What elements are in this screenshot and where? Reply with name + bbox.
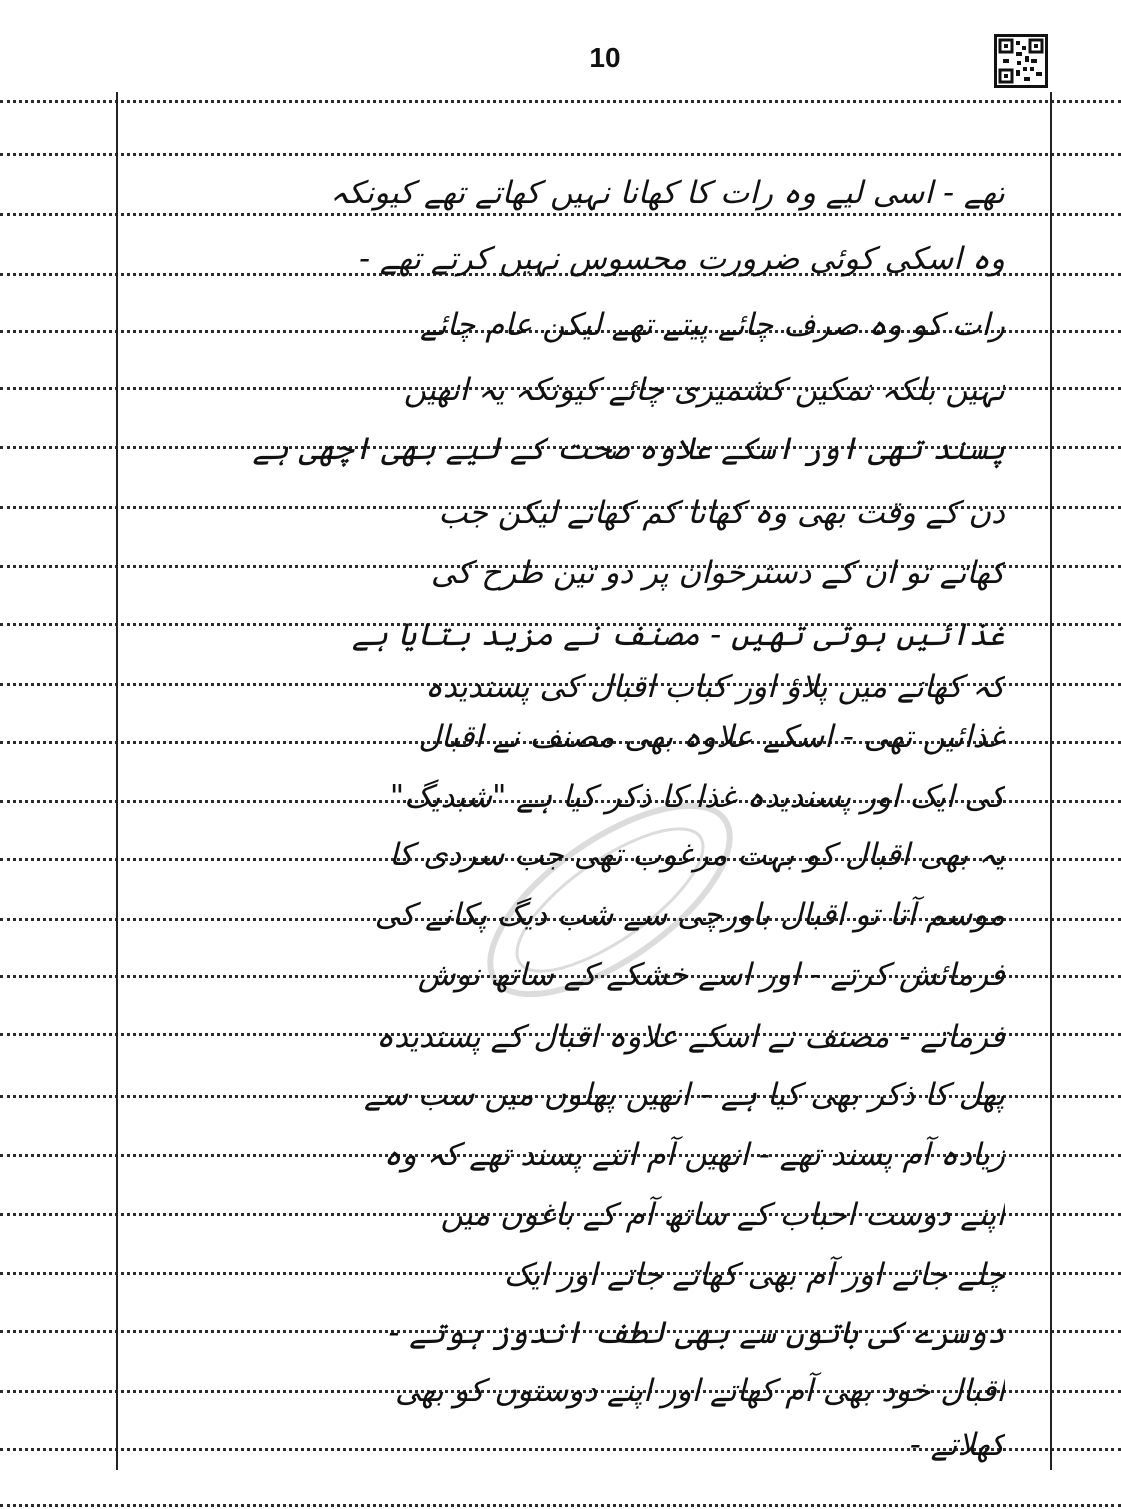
text-line: رات کو وہ صرف چائے پیتے تھے لیکن عام چائے xyxy=(420,307,1005,343)
text-line: فرماتے - مصنف نے اسکے علاوہ اقبال کے پسندیدہ xyxy=(375,1019,1005,1055)
text-line: دوسرے کی باتوں سے بھی لطف اندوز ہوتے - xyxy=(388,1315,1005,1351)
page-number: 10 xyxy=(589,42,621,73)
left-margin-line xyxy=(116,92,118,1470)
text-line: وہ اسکی کوئی ضرورت محسوس نہیں کرتے تھے - xyxy=(358,241,1005,277)
text-line: زیادہ آم پسند تھے - انھیں آم اتنے پسند تھے کہ وہ xyxy=(383,1137,1005,1173)
text-line: تھے - اسی لیے وہ رات کا کھانا نہیں کھاتے تھے کیونکہ xyxy=(330,175,1005,211)
text-line: نہیں بلکہ نمکین کشمیری چائے کیونکہ یہ انھیں xyxy=(403,372,1005,408)
handwritten-text-block xyxy=(130,0,1035,1509)
text-line: پسند تھی اور اسکے علاوہ صحت کے لیے بھی اچھی ہے xyxy=(252,431,1005,467)
text-line: کی ایک اور پسندیدہ غذا کا ذکر کیا ہے "شبدیگ" xyxy=(389,779,1005,815)
text-line: کھاتے تو ان کے دسترخوان پر دو تین طرح کی xyxy=(430,555,1005,591)
text-line: پھل کا ذکر بھی کیا ہے - انھیں پھلوں میں سب سے xyxy=(363,1077,1005,1113)
text-line: یہ بھی اقبال کو بہت مرغوب تھی جب سردی کا xyxy=(389,837,1005,873)
text-line: غذائیں ہوتی تھیں - مصنف نے مزید بتایا ہے xyxy=(351,617,1005,653)
text-line: چلے جاتے اور آم بھی کھاتے جاتے اور ایک xyxy=(503,1257,1005,1293)
text-line: فرمائش کرتے - اور اسے خشکے کے ساتھ نوش xyxy=(417,957,1005,993)
right-margin-line xyxy=(1050,92,1052,1470)
text-line: اقبال خود بھی آم کھاتے اور اپنے دوستوں کو بھی xyxy=(395,1373,1005,1409)
text-line: موسم آتا تو اقبال باورچی سے شب دیگ پکانے کی xyxy=(374,897,1005,933)
text-line: دن کے وقت بھی وہ کھانا کم کھاتے لیکن جب xyxy=(438,495,1005,531)
text-line: اپنے دوست احباب کے ساتھ آم کے باغوں میں xyxy=(440,1197,1005,1233)
text-line: غذائیں تھی - اسکے علاوہ بھی مصنف نے اقبال xyxy=(418,719,1005,755)
text-line: کہ کھانے میں پلاؤ اور کباب اقبال کی پسندیدہ xyxy=(424,669,1005,705)
text-line: کھلاتے - xyxy=(909,1427,1005,1463)
